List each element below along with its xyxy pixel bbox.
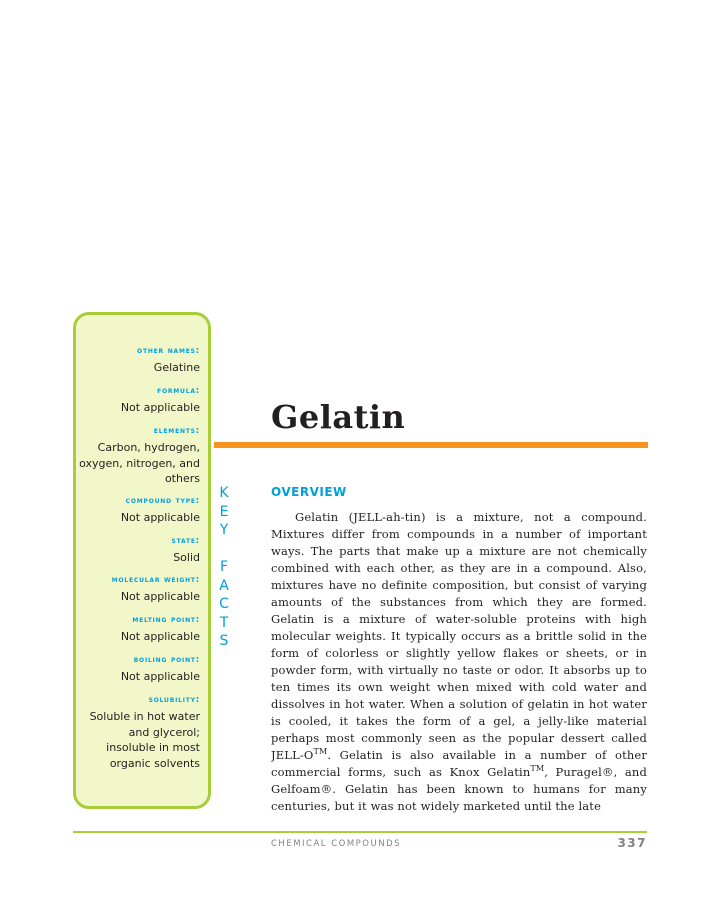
fact-label: elements: [153, 426, 200, 436]
fact-value: Not applicable [120, 630, 200, 643]
footer-divider [73, 831, 647, 833]
fact-label: molecular weight: [111, 575, 200, 585]
fact-value-line: Carbon, hydrogen, [97, 441, 200, 454]
fact-label: solubility: [148, 695, 200, 705]
fact-value: Not applicable [120, 670, 200, 683]
section-heading: OVERVIEW [271, 485, 347, 499]
body-text-part: Gelatin (JELL-ah-tin) is a mixture, not a compound. Mixtures differ from compounds in a number of important ways. The parts that make up a mixture are not chemically combined with each other, as they are in a compound. Also, mixtures have no definite composition, but consist of varying amounts of the substances from which they are formed. Gelatin is a mixture of water-soluble proteins with high molecular weights. It typically occurs as a brittle solid in the form of colorless or slightly yellow flakes or sheets, or in powder form, with virtually no taste or odor. It absorbs up to ten times its own weight when mixed with cold water and dissolves in hot water. When a solution of gelatin in hot water is cooled, it takes the form of a gel, a jelly-like material perhaps most commonly seen as the popular dessert called JELL-O [271, 510, 647, 762]
fact-elements [70, 425, 200, 487]
fact-label: melting point: [132, 615, 200, 625]
fact-label: other names: [137, 346, 200, 356]
tab-letter: E [219, 503, 229, 520]
trademark-mark: TM [530, 764, 545, 774]
trademark-mark: TM [313, 747, 328, 757]
fact-value-line: organic solvents [109, 756, 200, 770]
key-facts-panel [73, 312, 211, 809]
page-number: 337 [617, 836, 647, 850]
fact-label: boiling point: [133, 655, 200, 665]
fact-label: state: [171, 536, 200, 546]
tab-letter [214, 540, 234, 559]
fact-compound-type [70, 495, 200, 526]
tab-letter: K [219, 485, 229, 501]
fact-boiling-point [70, 654, 200, 685]
body-paragraph [271, 509, 647, 817]
body-text-part: , Puragel®, and Gelfoam®. Gelatin has been known to humans for many centuries, but it was not widely marketed until the late [271, 765, 647, 813]
fact-value-line: oxygen, nitrogen, and [79, 456, 200, 470]
fact-state [70, 535, 200, 566]
fact-value [70, 709, 200, 771]
fact-label: compound type: [125, 496, 200, 506]
fact-molecular-weight [70, 574, 200, 605]
tab-letter: T [219, 614, 229, 631]
tab-letter: S [219, 633, 229, 649]
page-title: Gelatin [271, 398, 406, 436]
fact-label: formula: [157, 386, 200, 396]
title-divider [214, 442, 648, 448]
fact-value: Solid [173, 551, 200, 564]
footer-section-label: CHEMICAL COMPOUNDS [271, 839, 402, 849]
fact-value-line: insoluble in most [106, 741, 200, 754]
fact-value: Not applicable [120, 401, 200, 414]
fact-value-line: others [164, 472, 200, 485]
fact-value: Gelatine [153, 361, 200, 374]
tab-letter: A [219, 577, 229, 594]
fact-other-names [70, 345, 200, 376]
fact-value: Not applicable [120, 511, 200, 524]
tab-letter: C [219, 596, 229, 612]
body-text-part: . Gelatin is also available in a number of other commercial forms, such as Knox Gelatin [271, 748, 647, 779]
key-facts-tab-label [214, 484, 234, 651]
tab-letter: F [219, 559, 229, 575]
fact-solubility [70, 694, 200, 771]
fact-value: Not applicable [120, 590, 200, 603]
tab-letter: Y [219, 522, 229, 538]
fact-value-line: and glycerol; [128, 725, 200, 739]
fact-value [70, 440, 200, 487]
fact-formula [70, 385, 200, 416]
fact-value-line: Soluble in hot water [89, 710, 200, 723]
fact-melting-point [70, 614, 200, 645]
